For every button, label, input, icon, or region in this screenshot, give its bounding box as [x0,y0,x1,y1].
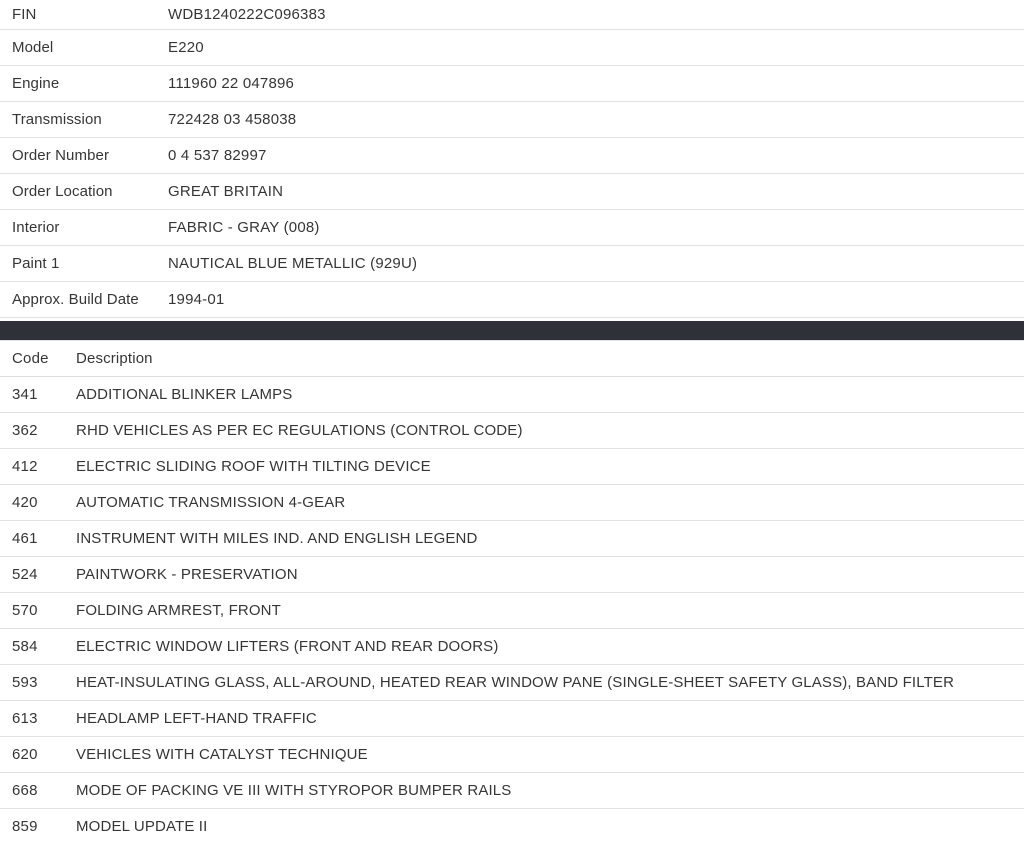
table-row [0,665,1024,701]
info-row-fin [0,0,1024,30]
info-label: Approx. Build Date [12,291,139,308]
info-value: E220 [168,39,204,56]
option-description: FOLDING ARMREST, FRONT [76,602,281,619]
info-label: Engine [12,75,60,92]
equipment-codes-table [0,341,1024,842]
option-code: 412 [12,458,38,475]
info-row-order-location [0,174,1024,210]
info-label: Paint 1 [12,255,60,272]
column-header-description: Description [76,350,153,367]
option-code: 341 [12,386,38,403]
vehicle-info-table [0,0,1024,318]
option-code: 620 [12,746,38,763]
option-description: ELECTRIC SLIDING ROOF WITH TILTING DEVICE [76,458,431,475]
option-code: 461 [12,530,38,547]
option-description: MODEL UPDATE II [76,818,208,835]
option-description: ELECTRIC WINDOW LIFTERS (FRONT AND REAR DOORS) [76,638,499,655]
table-header-row [0,341,1024,377]
option-description: MODE OF PACKING VE III WITH STYROPOR BUMPER RAILS [76,782,512,799]
option-description: HEAT-INSULATING GLASS, ALL-AROUND, HEATED REAR WINDOW PANE (SINGLE-SHEET SAFETY GLASS), BAND FILTER [76,674,955,691]
info-row-order-number [0,138,1024,174]
info-value: 722428 03 458038 [168,111,297,128]
info-row-transmission [0,102,1024,138]
table-row [0,521,1024,557]
info-label: FIN [12,6,37,23]
option-description: PAINTWORK - PRESERVATION [76,566,298,583]
table-row [0,485,1024,521]
table-row [0,701,1024,737]
option-code: 584 [12,638,38,655]
info-value: GREAT BRITAIN [168,183,284,200]
option-description: RHD VEHICLES AS PER EC REGULATIONS (CONTROL CODE) [76,422,523,439]
option-code: 524 [12,566,38,583]
info-label: Order Number [12,147,110,164]
option-code: 668 [12,782,38,799]
info-value: 111960 22 047896 [168,75,295,92]
option-description: HEADLAMP LEFT-HAND TRAFFIC [76,710,317,727]
option-code: 613 [12,710,38,727]
table-row [0,413,1024,449]
info-row-engine [0,66,1024,102]
info-label: Interior [12,219,60,236]
info-label: Order Location [12,183,113,200]
info-row-build-date [0,282,1024,318]
table-row [0,629,1024,665]
info-value: NAUTICAL BLUE METALLIC (929U) [168,255,418,272]
table-row [0,557,1024,593]
table-row [0,737,1024,773]
option-description: VEHICLES WITH CATALYST TECHNIQUE [76,746,368,763]
info-value: 0 4 537 82997 [168,147,267,164]
option-code: 420 [12,494,38,511]
option-code: 362 [12,422,38,439]
info-label: Model [12,39,54,56]
table-row [0,593,1024,629]
info-row-model [0,30,1024,66]
info-value: 1994-01 [168,291,225,308]
option-code: 570 [12,602,38,619]
option-description: INSTRUMENT WITH MILES IND. AND ENGLISH LEGEND [76,530,478,547]
section-divider-bar [0,321,1024,341]
option-description: ADDITIONAL BLINKER LAMPS [76,386,293,403]
info-row-interior [0,210,1024,246]
table-row [0,377,1024,413]
info-value: WDB1240222C096383 [168,6,326,23]
table-row [0,809,1024,842]
table-row [0,449,1024,485]
info-value: FABRIC - GRAY (008) [168,219,320,236]
option-code: 593 [12,674,38,691]
option-description: AUTOMATIC TRANSMISSION 4-GEAR [76,494,346,511]
info-label: Transmission [12,111,102,128]
column-header-code: Code [12,350,49,367]
info-row-paint [0,246,1024,282]
option-code: 859 [12,818,38,835]
table-row [0,773,1024,809]
